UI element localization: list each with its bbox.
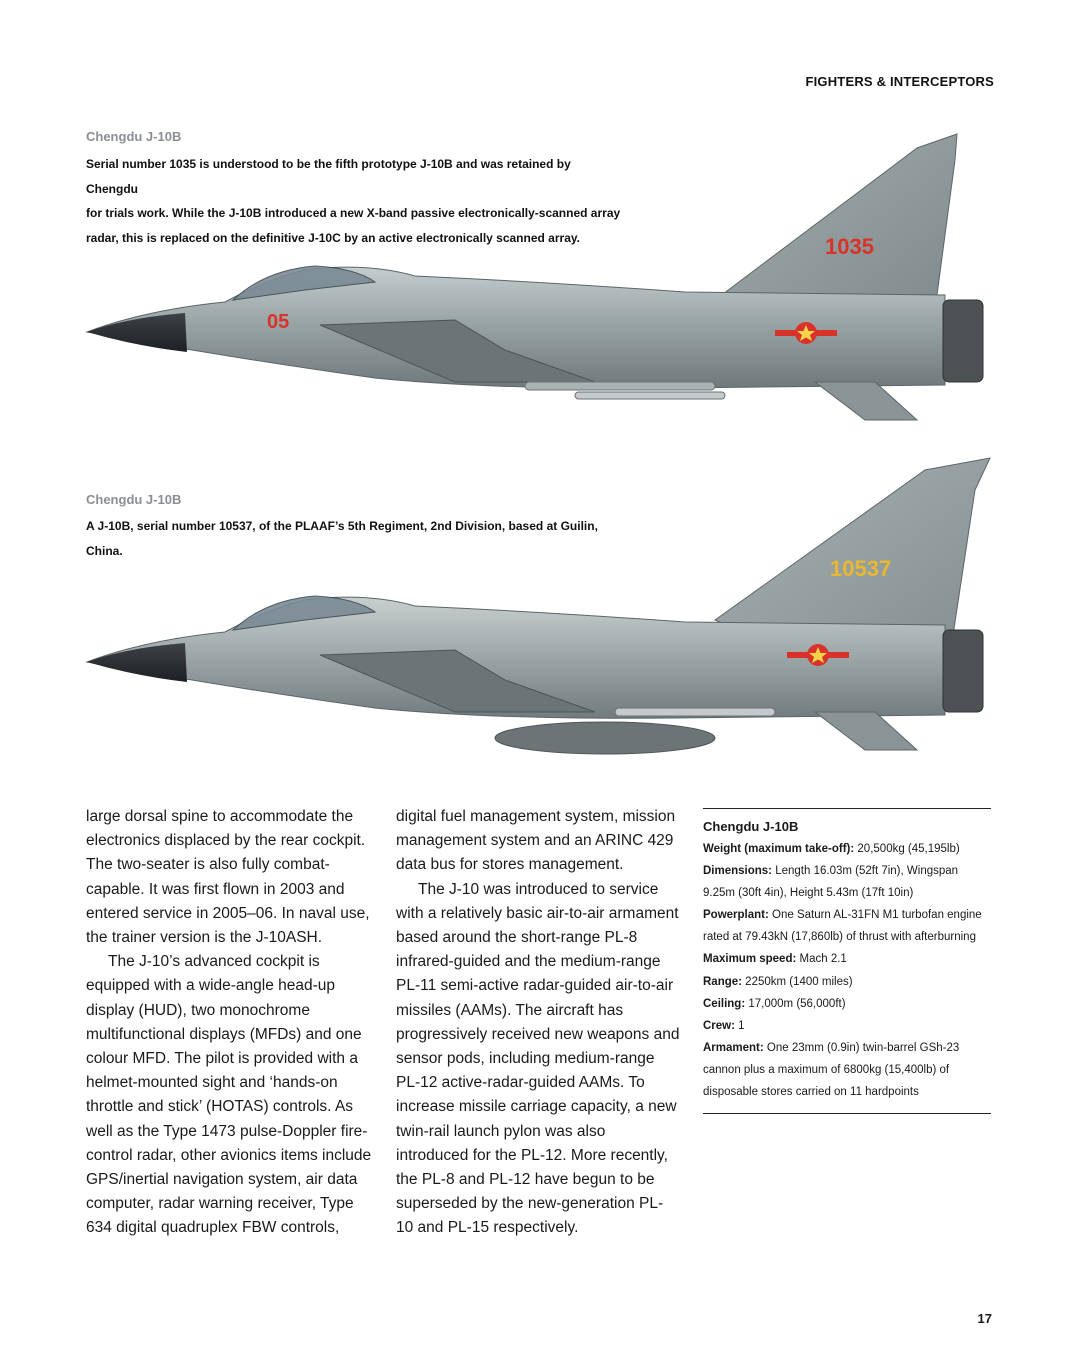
- missile: [615, 708, 775, 716]
- spec-row: Weight (maximum take-off): 20,500kg (45,195lb): [703, 843, 960, 855]
- j10b-profile-illustration-1: [75, 120, 1030, 440]
- spec-row: Range: 2250km (1400 miles): [703, 975, 853, 988]
- spec-row: Crew: 1: [703, 1019, 745, 1032]
- missile: [525, 382, 715, 390]
- nose-number: 05: [267, 311, 290, 333]
- body-column-2: [396, 805, 680, 1241]
- spec-box: [703, 808, 991, 1114]
- spec-row: Armament: One 23mm (0.9in) twin-barrel GSh-23 cannon plus a maximum of 6800kg (15,400lb) of disposable stores carried on 11 hardpoints: [703, 1041, 960, 1099]
- spec-row: Powerplant: One Saturn AL-31FN M1 turbofan engine rated at 79.43kN (17,860lb) of thrust with afterburning: [703, 909, 982, 944]
- section-header: FIGHTERS & INTERCEPTORS: [805, 74, 994, 89]
- body-paragraph: The J-10 was introduced to service with a relatively basic air-to-air armament based around the short-range PL-8 infrared-guided and the medium-range PL-11 semi-active radar-guided air-to-air missiles (AAMs). The aircraft has progressively received new weapons and sensor pods, including medium-range PL-12 active-radar-guided AAMs. To increase missile carriage capacity, a new twin-rail launch pylon was also introduced for the PL-12. More recently, the PL-8 and PL-12 have begun to be superseded by the new-generation PL-10 and PL-15 respectively.: [396, 880, 680, 1237]
- body-paragraph: large dorsal spine to accommodate the electronics displaced by the rear cockpit. The two-seater is also fully combat-capable. It was first flown in 2003 and entered service in 2005–06. In naval use, the trainer version is the J-10ASH.: [86, 808, 370, 947]
- profile-1-title: Chengdu J-10B: [86, 129, 182, 144]
- caption-line: A J-10B, serial number 10537, of the PLAAF’s 5th Regiment, 2nd Division, based at Guilin, China.: [86, 519, 598, 558]
- tail-number: 1035: [825, 234, 874, 259]
- profile-2-title: Chengdu J-10B: [86, 492, 182, 507]
- caption-line: for trials work. While the J-10B introduced a new X-band passive electronically-scanned array: [86, 206, 621, 220]
- engine-nozzle: [943, 300, 983, 382]
- caption-line: Serial number 1035 is understood to be the fifth prototype J-10B and was retained by Chengdu: [86, 157, 571, 196]
- caption-line: radar, this is replaced on the definitive J-10C by an active electronically scanned array.: [86, 230, 580, 245]
- j10b-profile-illustration-2: [75, 450, 1030, 770]
- body-column-1: [86, 805, 376, 1241]
- spec-row: Ceiling: 17,000m (56,000ft): [703, 997, 846, 1010]
- body-paragraph: The J-10’s advanced cockpit is equipped with a wide-angle head-up display (HUD), two monochrome multifunctional displays (MFDs) and one colour MFD. The pilot is provided with a helmet-mounted sight and ‘hands-on throttle and stick’ (HOTAS) controls. As well as the Type 1473 pulse-Doppler fire-control radar, other avionics items include GPS/inertial navigation system, air data computer, radar warning receiver, Type 634 digital quadruplex FBW controls,: [86, 953, 372, 1237]
- ventral-fin: [815, 382, 917, 420]
- spec-title: Chengdu J-10B: [703, 819, 799, 834]
- engine-nozzle: [943, 630, 983, 712]
- spec-row: Maximum speed: Mach 2.1: [703, 953, 847, 966]
- body-paragraph: digital fuel management system, mission management system and an ARINC 429 data bus for stores management.: [396, 808, 676, 874]
- spec-row: Dimensions: Length 16.03m (52ft 7in), Wingspan 9.25m (30ft 4in), Height 5.43m (17ft 10in): [703, 865, 959, 900]
- missile: [575, 392, 725, 399]
- tail-number: 10537: [830, 556, 892, 581]
- drop-tank: [495, 722, 715, 754]
- page-number: 17: [977, 1311, 992, 1326]
- ventral-fin: [815, 712, 917, 750]
